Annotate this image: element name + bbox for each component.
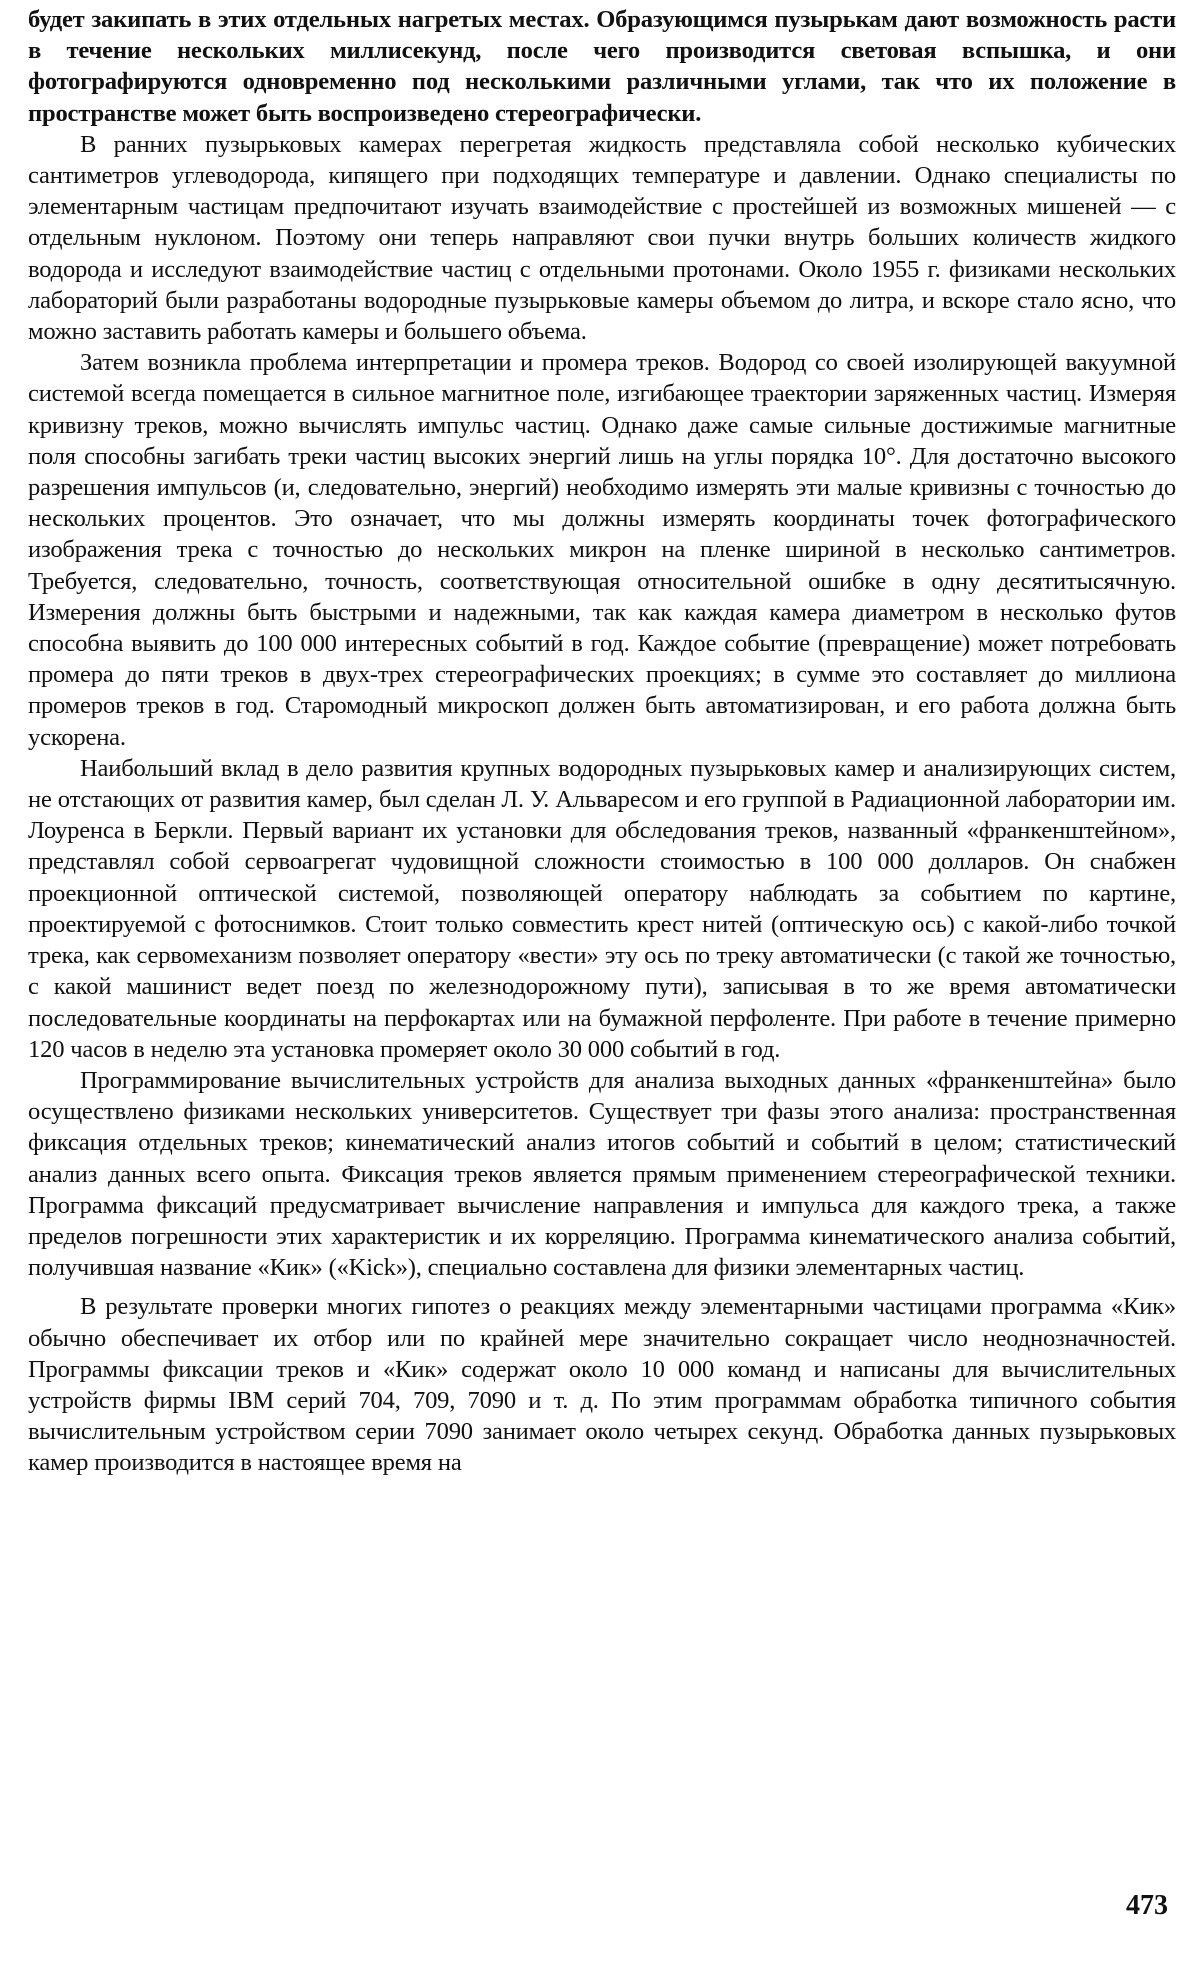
page-text: [28, 4, 1176, 1479]
paragraph-1: будет закипать в этих отдельных нагретых местах. Образующимся пузырькам дают возможность расти в течение нескольких миллисекунд, после чего производится световая вспышка, и они фотографируются одновременно под несколькими различными углами, так что их положение в пространстве может быть воспроизведено стереографически.: [28, 6, 1176, 127]
paragraph-3: Затем возникла проблема интерпретации и промера треков. Водород со своей изолирующей вакуумной системой всегда помещается в сильное магнитное поле, изгибающее траектории заряженных частиц. Измеряя кривизну треков, можно вычислять импульс частиц. Однако даже самые сильные достижимые магнитные поля способны загибать треки частиц высоких энергий лишь на углы порядка 10°. Для достаточно высокого разрешения импульсов (и, следовательно, энергий) необходимо измерять эти малые кривизны с точностью до нескольких процентов. Это означает, что мы должны измерять координаты точек фотографического изображения трека с точностью до нескольких микрон на пленке шириной в несколько сантиметров. Требуется, следовательно, точность, соответствующая относительной ошибке в одну десятитысячную. Измерения должны быть быстрыми и надежными, так как каждая камера диаметром в несколько футов способна выявить до 100 000 интересных событий в год. Каждое событие (превращение) может потребовать промера до пяти треков в двух-трех стереографических проекциях; в сумме это составляет до миллиона промеров треков в год. Старомодный микроскоп должен быть автоматизирован, и его работа должна быть ускорена.: [28, 349, 1176, 751]
paragraph-4: Наибольший вклад в дело развития крупных водородных пузырьковых камер и анализирующих систем, не отстающих от развития камер, был сделан Л. У. Альваресом и его группой в Радиационной лаборатории им. Лоуренса в Беркли. Первый вариант их установки для обследования треков, названный «франкенштейном», представлял собой сервоагрегат чудовищной сложности стоимостью в 100 000 долларов. Он снабжен проекционной оптической системой, позволяющей оператору наблюдать за событием по картине, проектируемой с фотоснимков. Стоит только совместить крест нитей (оптическую ось) с какой-либо точкой трека, как сервомеханизм позволяет оператору «вести» эту ось по треку автоматически (с такой же точностью, с какой машинист ведет поезд по железнодорожному пути), записывая в то же время автоматически последовательные координаты на перфокартах или на бумажной перфоленте. При работе в течение примерно 120 часов в неделю эта установка промеряет около 30 000 событий в год.: [28, 754, 1176, 1063]
paragraph-2: В ранних пузырьковых камерах перегретая жидкость представляла собой несколько кубических сантиметров углеводорода, кипящего при подходящих температуре и давлении. Однако специалисты по элементарным частицам предпочитают изучать взаимодействие с простейшей из возможных мишеней — с отдельным нуклоном. Поэтому они теперь направляют свои пучки внутрь больших количеств жидкого водорода и исследуют взаимодействие частиц с отдельными протонами. Около 1955 г. физиками нескольких лабораторий были разработаны водородные пузырьковые камеры объемом до литра, и вскоре стало ясно, что можно заставить работать камеры и большего объема.: [28, 130, 1176, 346]
page-number: 473: [1126, 1890, 1168, 1921]
paragraph-6: В результате проверки многих гипотез о реакциях между элементарными частицами программа «Кик» обычно обеспечивает их отбор или по крайней мере значительно сокращает число неоднозначностей. Программы фиксации треков и «Кик» содержат около 10 000 команд и написаны для вычислительных устройств фирмы IBM серий 704, 709, 7090 и т. д. По этим программам обработка типичного события вычислительным устройством серии 7090 занимает около четырех секунд. Обработка данных пузырьковых камер производится в настоящее время на: [28, 1293, 1176, 1477]
paragraph-gap: [28, 1283, 1176, 1291]
paragraph-5: Программирование вычислительных устройств для анализа выходных данных «франкенштейна» было осуществлено физиками нескольких университетов. Существует три фазы этого анализа: пространственная фиксация отдельных треков; кинематический анализ итогов событий и событий в целом; статистический анализ данных всего опыта. Фиксация треков является прямым применением стереографической техники. Программа фиксаций предусматривает вычисление направления и импульса для каждого трека, а также пределов погрешности этих характеристик и их корреляцию. Программа кинематического анализа событий, получившая название «Кик» («Kick»), специально составлена для физики элементарных частиц.: [28, 1066, 1176, 1282]
